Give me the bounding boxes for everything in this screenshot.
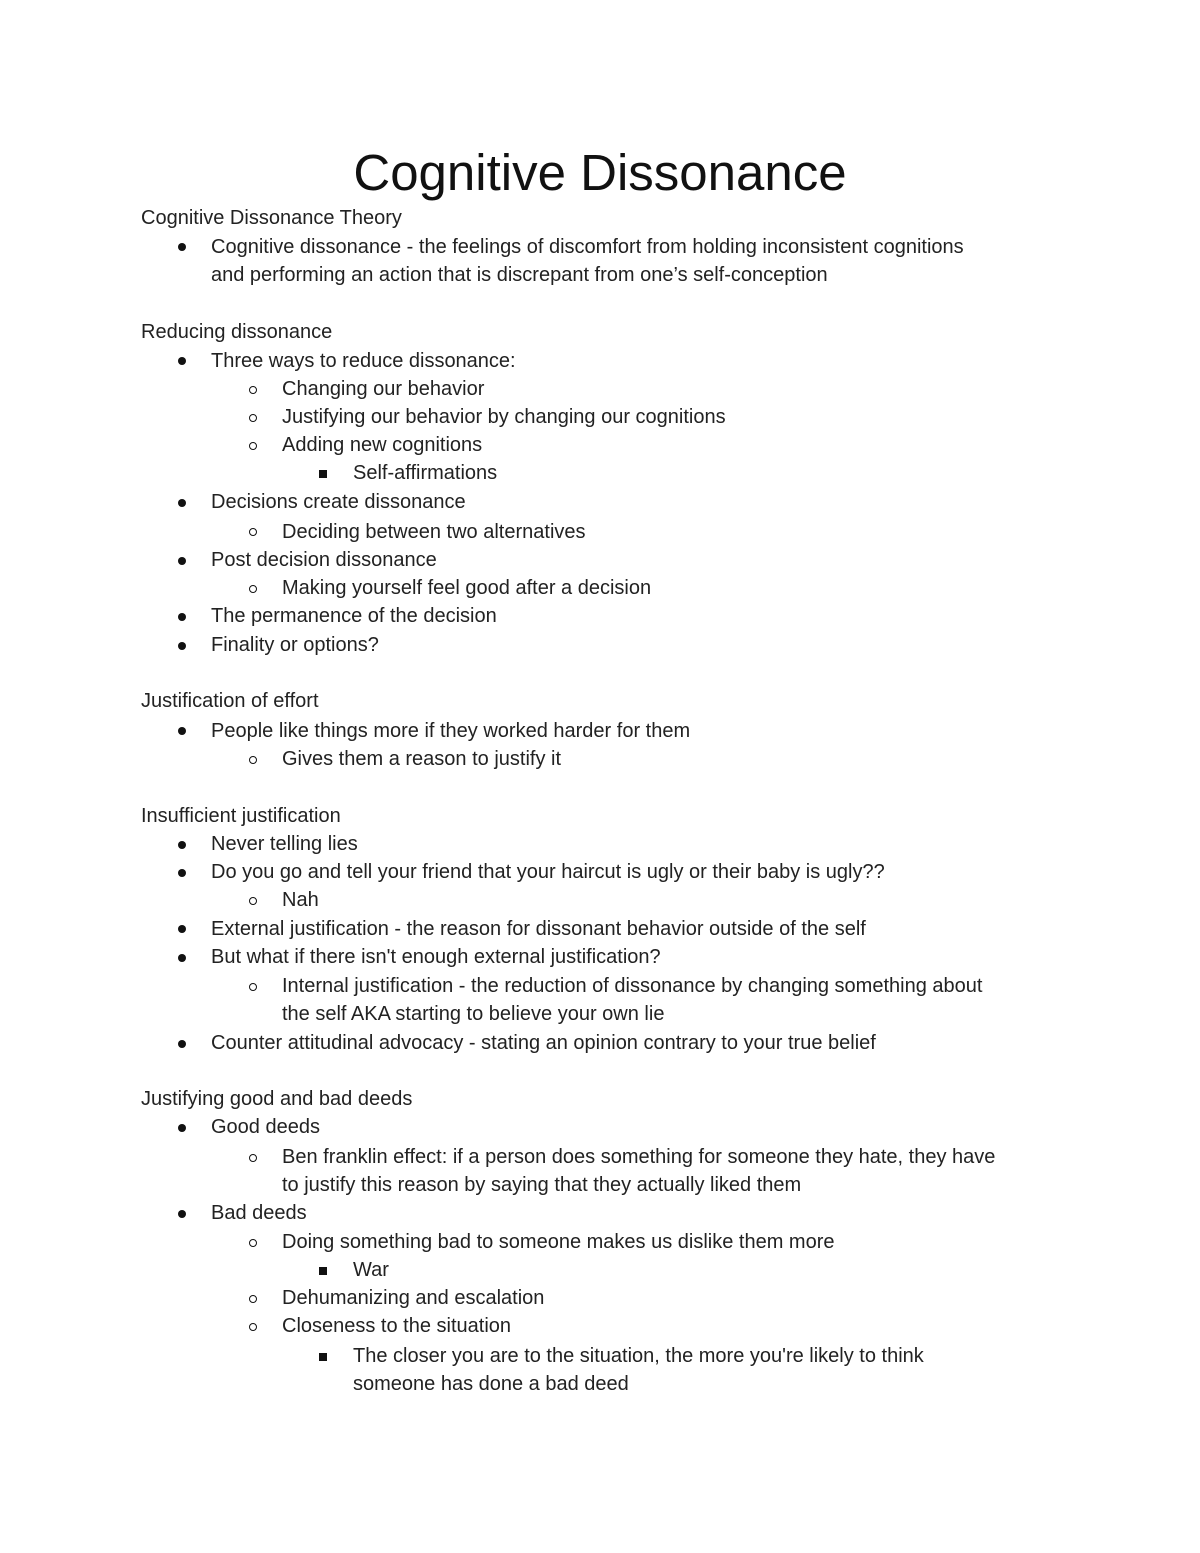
square-bullet-icon [319,1267,327,1275]
list-item: Decisions create dissonance [211,491,466,513]
list-item: Internal justification - the reduction of dissonance by changing something about [282,975,983,997]
bullet-icon [178,1040,186,1048]
square-bullet-icon [319,470,327,478]
hollow-bullet-icon [249,1239,257,1247]
list-item: Gives them a reason to justify it [282,748,562,770]
list-item: Adding new cognitions [282,434,483,456]
hollow-bullet-icon [249,414,257,422]
bullet-icon [178,841,186,849]
section-heading: Reducing dissonance [141,321,333,343]
section-heading: Justification of effort [141,690,319,712]
list-item-continuation: and performing an action that is discrepant from one’s self-conception [211,264,828,286]
list-item: Do you go and tell your friend that your haircut is ugly or their baby is ugly?? [211,861,885,883]
bullet-icon [178,727,186,735]
hollow-bullet-icon [249,1323,257,1331]
list-item-continuation: to justify this reason by saying that they actually liked them [282,1174,802,1196]
bullet-icon [178,954,186,962]
bullet-icon [178,613,186,621]
list-item: Cognitive dissonance - the feelings of discomfort from holding inconsistent cognitions [211,236,964,258]
hollow-bullet-icon [249,442,257,450]
hollow-bullet-icon [249,1295,257,1303]
bullet-icon [178,1124,186,1132]
bullet-icon [178,499,186,507]
list-item: Nah [282,889,319,911]
list-item: External justification - the reason for dissonant behavior outside of the self [211,918,866,940]
list-item: Bad deeds [211,1202,307,1224]
hollow-bullet-icon [249,983,257,991]
bullet-icon [178,357,186,365]
hollow-bullet-icon [249,1154,257,1162]
list-item: Finality or options? [211,634,379,656]
list-item: Deciding between two alternatives [282,521,586,543]
bullet-icon [178,869,186,877]
list-item: Closeness to the situation [282,1315,512,1337]
bullet-icon [178,925,186,933]
list-item-continuation: someone has done a bad deed [353,1373,629,1395]
hollow-bullet-icon [249,528,257,536]
list-item: War [353,1259,389,1281]
list-item: But what if there isn't enough external justification? [211,946,661,968]
list-item: Ben franklin effect: if a person does something for someone they hate, they have [282,1146,996,1168]
list-item: Changing our behavior [282,378,485,400]
list-item: The permanence of the decision [211,605,497,627]
list-item: Doing something bad to someone makes us dislike them more [282,1231,835,1253]
section-heading: Cognitive Dissonance Theory [141,207,402,229]
page-title: Cognitive Dissonance [353,144,847,201]
list-item: Justifying our behavior by changing our cognitions [282,406,726,428]
list-item: Self-affirmations [353,462,498,484]
bullet-icon [178,243,186,251]
bullet-icon [178,1210,186,1218]
square-bullet-icon [319,1353,327,1361]
list-item: Counter attitudinal advocacy - stating an opinion contrary to your true belief [211,1032,876,1054]
list-item: People like things more if they worked harder for them [211,720,691,742]
hollow-bullet-icon [249,756,257,764]
list-item: Post decision dissonance [211,549,437,571]
list-item: Good deeds [211,1116,320,1138]
list-item: The closer you are to the situation, the more you're likely to think [353,1345,924,1367]
list-item-continuation: the self AKA starting to believe your own lie [282,1003,665,1025]
list-item: Three ways to reduce dissonance: [211,350,516,372]
hollow-bullet-icon [249,897,257,905]
section-heading: Justifying good and bad deeds [141,1088,413,1110]
bullet-icon [178,642,186,650]
hollow-bullet-icon [249,386,257,394]
section-heading: Insufficient justification [141,805,341,827]
list-item: Making yourself feel good after a decision [282,577,652,599]
bullet-icon [178,557,186,565]
list-item: Never telling lies [211,833,358,855]
list-item: Dehumanizing and escalation [282,1287,545,1309]
hollow-bullet-icon [249,585,257,593]
